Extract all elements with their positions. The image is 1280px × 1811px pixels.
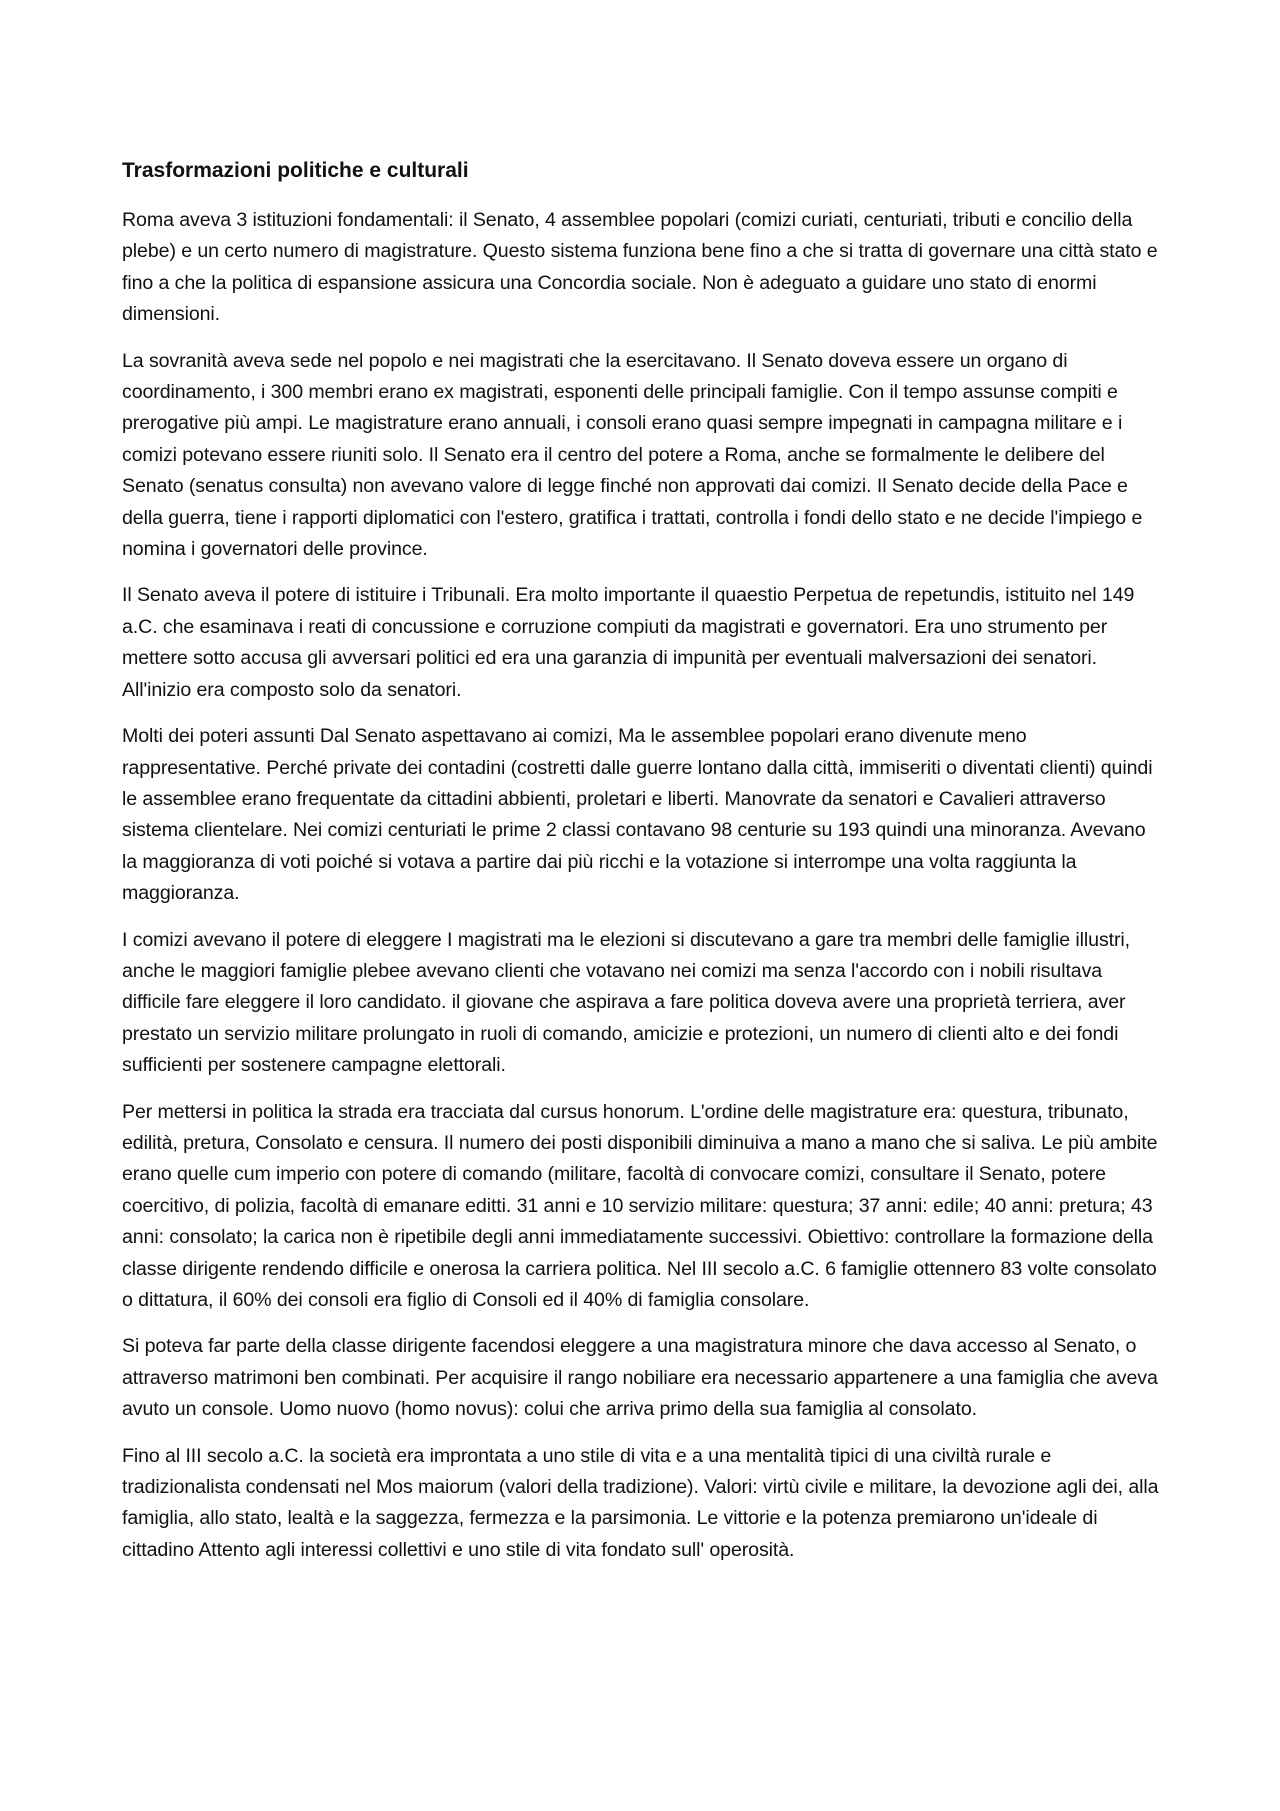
document-body — [122, 155, 1162, 1581]
paragraph-sovranita: La sovranità aveva sede nel popolo e nei magistrati che la esercitavano. Il Senato doveva essere un organo di coordinamento, i 300 membri erano ex magistrati, esponenti delle principali famiglie. Con il tempo assunse compiti e prerogative più ampi. Le magistrature erano annuali, i consoli erano quasi sempre impegnati in campagna militare e i comizi potevano essere riuniti solo. Il Senato era il centro del potere a Roma, anche se formalmente le delibere del Senato (senatus consulta) non avevano valore di legge finché non approvati dai comizi. Il Senato decide della Pace e della guerra, tiene i rapporti diplomatici con l'estero, gratifica i trattati, controlla i fondi dello stato e ne decide l'impiego e nomina i governatori delle province. — [122, 349, 1143, 561]
paragraph-comizi-poteri: Molti dei poteri assunti Dal Senato aspettavano ai comizi, Ma le assemblee popolari erano divenute meno rappresentative. Perché private dei contadini (costretti dalle guerre lontano dalla città, immiseriti o diventati clienti) quindi le assemblee erano frequentate da cittadini abbienti, proletari e liberti. Manovrate da senatori e Cavalieri attraverso sistema clientelare. Nei comizi centuriati le prime 2 classi contavano 98 centurie su 193 quindi una minoranza. Avevano la maggioranza di voti poiché si votava a partire dai più ricchi e la votazione si interrompe una volta raggiunta la maggioranza. — [122, 725, 1153, 905]
paragraph-cursus-honorum: Per mettersi in politica la strada era tracciata dal cursus honorum. L'ordine delle magistrature era: questura, tribunato, edilità, pretura, Consolato e censura. Il numero dei posti disponibili diminuiva a mano a mano che si saliva. Le più ambite erano quelle cum imperio con potere di comando (militare, facoltà di convocare comizi, consultare il Senato, potere coercitivo, di polizia, facoltà di emanare editti. 31 anni e 10 servizio militare: questura; 37 anni: edile; 40 anni: pretura; 43 anni: consolato; la carica non è ripetibile degli anni immediatamente successivi. Obiettivo: controllare la formazione della classe dirigente rendendo difficile e onerosa la carriera politica. Nel III secolo a.C. 6 famiglie ottennero 83 volte consolato o dittatura, il 60% dei consoli era figlio di Consoli ed il 40% di famiglia consolare. — [122, 1100, 1158, 1311]
paragraph-elezioni: I comizi avevano il potere di eleggere I magistrati ma le elezioni si discutevano a gare tra membri delle famiglie illustri, anche le maggiori famiglie plebee avevano clienti che votavano nei comizi ma senza l'accordo con i nobili risultava difficile fare eleggere il loro candidato. il giovane che aspirava a fare politica doveva avere una proprietà terriera, aver prestato un servizio militare prolungato in ruoli di comando, amicizie e protezioni, un numero di clienti alto e dei fondi sufficienti per sostenere campagne elettorali. — [122, 928, 1131, 1077]
paragraph-classe-dirigente: Si poteva far parte della classe dirigente facendosi eleggere a una magistratura minore che dava accesso al Senato, o attraverso matrimoni ben combinati. Per acquisire il rango nobiliare era necessario appartenere a una famiglia che aveva avuto un console. Uomo nuovo (homo novus): colui che arriva primo della sua famiglia al consolato. — [122, 1335, 1158, 1421]
paragraph-mos-maiorum: Fino al III secolo a.C. la società era improntata a uno stile di vita e a una mentalità tipici di una civiltà rurale e tradizionalista condensati nel Mos maiorum (valori della tradizione). Valori: virtù civile e militare, la devozione agli dei, alla famiglia, allo stato, lealtà e la saggezza, fermezza e la parsimonia. Le vittorie e la potenza premiarono un'ideale di cittadino Attento agli interessi collettivi e uno stile di vita fondato sull' operosità. — [122, 1444, 1159, 1561]
paragraph-tribunali: Il Senato aveva il potere di istituire i Tribunali. Era molto importante il quaestio Perpetua de repetundis, istituito nel 149 a.C. che esaminava i reati di concussione e corruzione compiuti da magistrati e governatori. Era uno strumento per mettere sotto accusa gli avversari politici ed era una garanzia di impunità per eventuali malversazioni dei senatori. All'inizio era composto solo da senatori. — [122, 584, 1135, 701]
document-title: Trasformazioni politiche e culturali — [122, 159, 469, 182]
paragraph-istituzioni: Roma aveva 3 istituzioni fondamentali: il Senato, 4 assemblee popolari (comizi curiati, centuriati, tributi e concilio della plebe) e un certo numero di magistrature. Questo sistema funziona bene fino a che si tratta di governare una città stato e fino a che la politica di espansione assicura una Concordia sociale. Non è adeguato a guidare uno stato di enormi dimensioni. — [122, 209, 1158, 326]
